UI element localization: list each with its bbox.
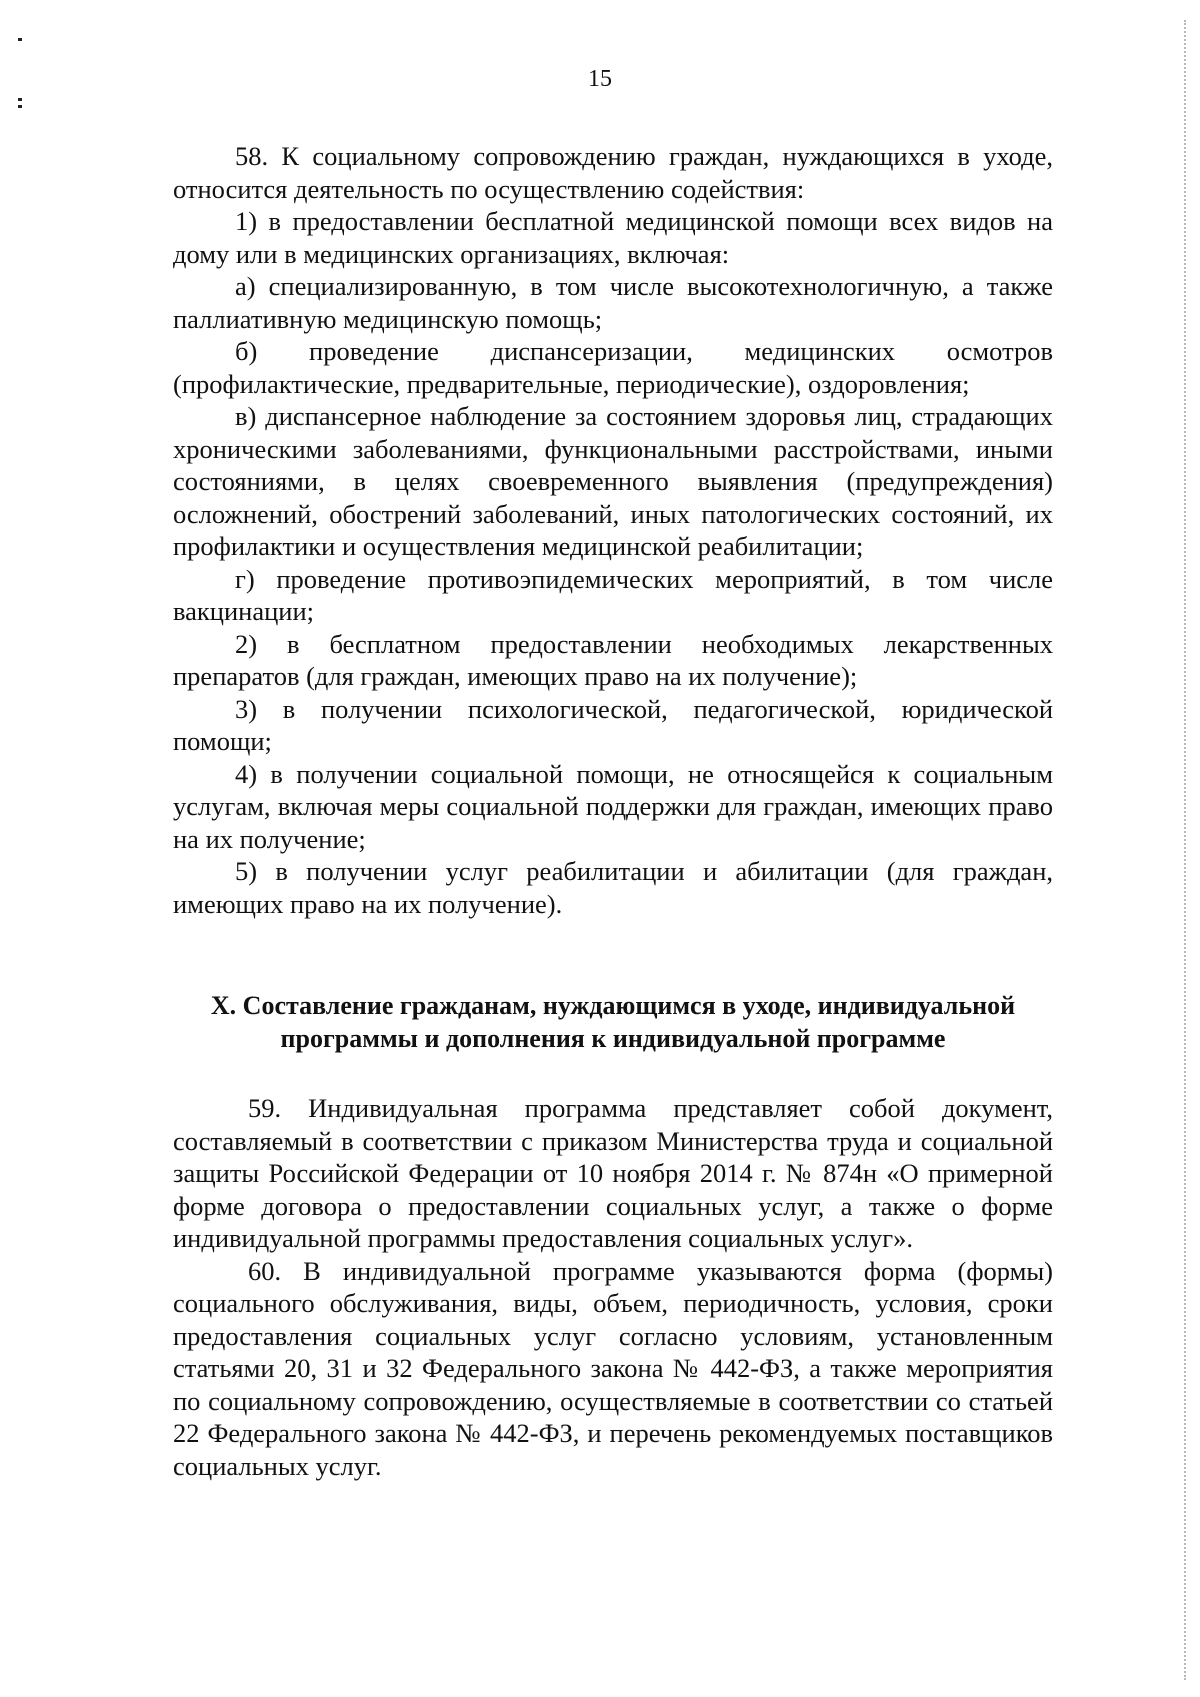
- paragraph-60: 60. В индивидуальной программе указываются форма (формы) социального обслуживания, виды, объем, периодичность, условия, сроки предоставления социальных услуг согласно условиям, установленным статьями 20, 31 и 32 Федерального закона № 442-ФЗ, а также мероприятия по социальному сопровождению, осуществляемые в соответствии со статьей 22 Федерального закона № 442-ФЗ, и перечень рекомендуемых поставщиков социальных услуг.: [173, 1255, 1053, 1481]
- scan-mark: [18, 98, 22, 101]
- section-heading-line-1: X. Составление гражданам, нуждающимся в уходе, индивидуальной: [210, 991, 1016, 1020]
- paragraph-58-1-v: в) диспансерное наблюдение за состоянием здоровья лиц, страдающих хроническими заболеваниями, функциональными расстройствами, иными состояниями, в целях своевременного выявления (предупреждения) осложнений, обострений заболеваний, иных патологических состояний, их профилактики и осуществления медицинской реабилитации;: [173, 401, 1053, 561]
- section-x-heading: [173, 989, 1053, 1055]
- paragraph-58-1-g: г) проведение противоэпидемических мероприятий, в том числе вакцинации;: [173, 563, 1053, 626]
- scan-mark: [18, 38, 22, 41]
- section-x-body: [173, 1092, 1053, 1482]
- paragraph-58-4: 4) в получении социальной помощи, не относящейся к социальным услугам, включая меры социальной поддержки для граждан, имеющих право на их получение;: [173, 758, 1053, 854]
- paragraph-58-3: 3) в получении психологической, педагогической, юридической помощи;: [173, 693, 1053, 756]
- paragraph-58-1-a: а) специализированную, в том числе высокотехнологичную, а также паллиативную медицинскую помощь;: [173, 271, 1053, 334]
- scan-mark: [18, 105, 22, 108]
- section-58-body: [173, 140, 1053, 920]
- paragraph-58-1-b: б) проведение диспансеризации, медицинских осмотров (профилактические, предварительные, периодические), оздоровления;: [173, 336, 1053, 399]
- paragraph-58: 58. К социальному сопровождению граждан, нуждающихся в уходе, относится деятельность по осуществлению содействия:: [173, 141, 1053, 204]
- paragraph-58-5: 5) в получении услуг реабилитации и абилитации (для граждан, имеющих право на их получение).: [173, 856, 1053, 919]
- paragraph-58-1: 1) в предоставлении бесплатной медицинской помощи всех видов на дому или в медицинских организациях, включая:: [173, 206, 1053, 269]
- paragraph-58-2: 2) в бесплатном предоставлении необходимых лекарственных препаратов (для граждан, имеющих право на их получение);: [173, 628, 1053, 691]
- page-number: 15: [588, 66, 612, 92]
- paragraph-59: 59. Индивидуальная программа представляет собой документ, составляемый в соответствии с приказом Министерства труда и социальной защиты Российской Федерации от 10 ноября 2014 г. № 874н «О примерной форме договора о предоставлении социальных услуг, а также о форме индивидуальной программы предоставления социальных услуг».: [173, 1093, 1053, 1253]
- scan-edge-right: [1184, 20, 1186, 1680]
- section-heading-line-2: программы и дополнения к индивидуальной программе: [280, 1024, 946, 1053]
